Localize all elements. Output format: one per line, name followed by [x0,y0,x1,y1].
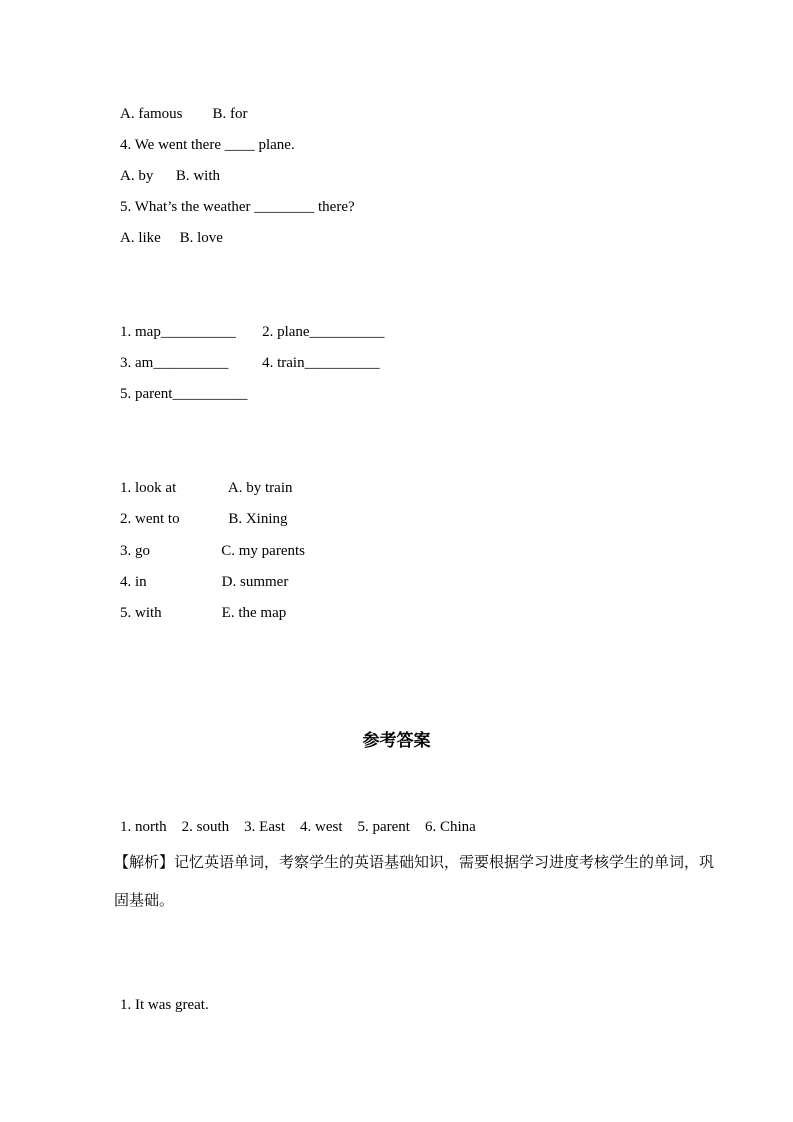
answer-sentence: 1. It was great. [120,997,209,1013]
word-blank-line: 5. parent__________ [120,386,248,402]
matching-line: 3. go C. my parents [120,543,305,559]
matching-line: 5. with E. the map [120,605,287,621]
word-blank-line: 1. map__________ 2. plane__________ [120,324,385,340]
question-line: 5. What’s the weather ________ there? [120,199,355,215]
analysis-line: 【解析】记忆英语单词，考察学生的英语基础知识，需要根据学习进度考核学生的单词，巩 [114,854,715,871]
answer-key-answers-line: 1. north 2. south 3. East 4. west 5. parent 6. China [120,819,476,835]
matching-line: 2. went to B. Xining [120,511,288,527]
matching-line: 4. in D. summer [120,574,289,590]
answer-key-title: 参考答案 [362,731,431,750]
options-line: A. like B. love [120,230,223,246]
options-line: A. famous B. for [120,106,248,122]
options-line: A. by B. with [120,168,221,184]
analysis-line: 固基础。 [114,892,175,909]
question-line: 4. We went there ____ plane. [120,137,295,153]
word-blank-line: 3. am__________ 4. train__________ [120,355,380,371]
matching-line: 1. look at A. by train [120,480,293,496]
